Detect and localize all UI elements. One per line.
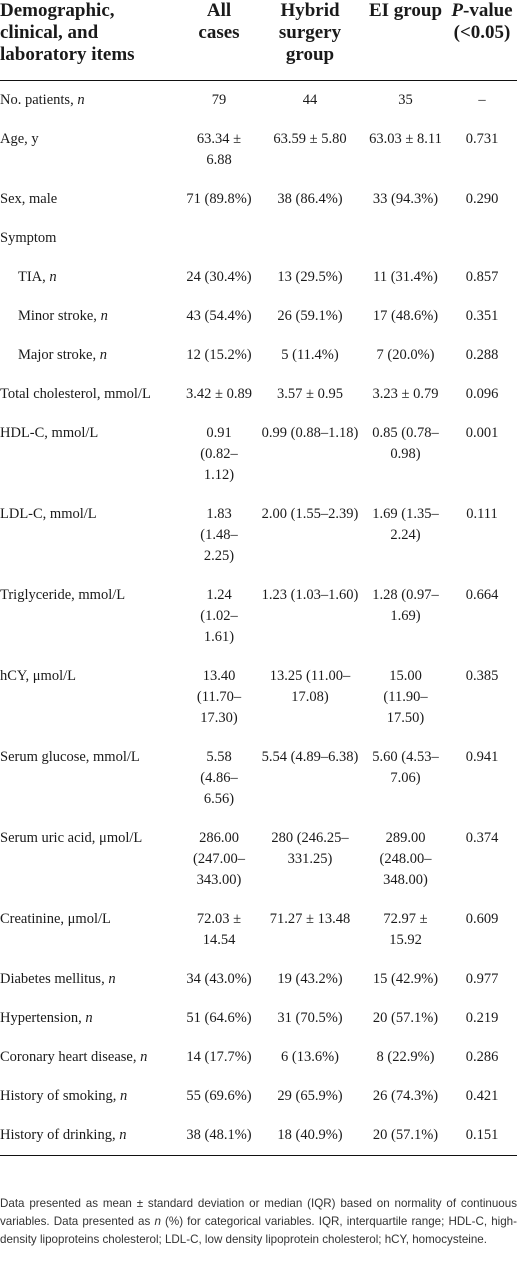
- table-row: [0, 258, 517, 297]
- row-label-text: LDL-C, mmol/L: [0, 506, 97, 522]
- row-label: [0, 219, 182, 258]
- cell-hybrid-surgery: 0.99 (0.88–1.18): [261, 425, 359, 441]
- table-row: [0, 900, 517, 960]
- row-label-n: n: [119, 1127, 127, 1143]
- row-label-text: History of smoking,: [0, 1088, 121, 1104]
- cell-ei-group: 3.23 ± 0.79: [372, 386, 439, 402]
- cell-hybrid-surgery: [256, 219, 364, 258]
- row-label: [0, 375, 182, 414]
- table-row: [0, 960, 517, 999]
- row-label: [0, 297, 182, 336]
- row-label-text: Coronary heart disease,: [0, 1049, 141, 1065]
- cell-hybrid-surgery: 3.57 ± 0.95: [277, 386, 343, 402]
- cell-hybrid-surgery: 38 (86.4%): [277, 191, 343, 207]
- row-label-text: Serum uric acid, μmol/L: [0, 830, 143, 846]
- table-footnote: [0, 1195, 517, 1249]
- cell-hybrid-surgery: 19 (43.2%): [277, 971, 343, 987]
- cell-all-cases: 72.03 ± 14.54: [196, 911, 242, 948]
- cell-p-value: [447, 219, 517, 258]
- row-label-n: n: [108, 971, 116, 987]
- cell-hybrid-surgery: 63.59 ± 5.80: [273, 131, 347, 147]
- row-label-text: Triglyceride, mmol/L: [0, 587, 126, 603]
- row-label-n: n: [49, 269, 57, 285]
- cell-p-value: 0.385: [465, 668, 499, 684]
- cell-hybrid-surgery: 1.23 (1.03–1.60): [261, 587, 359, 603]
- table-row: [0, 576, 517, 657]
- row-label-n: n: [140, 1049, 148, 1065]
- table-row: [0, 999, 517, 1038]
- table-row: [0, 495, 517, 576]
- table-row: [0, 1077, 517, 1116]
- header-all-cases: All cases: [198, 0, 240, 43]
- cell-all-cases: 286.00 (247.00–343.00): [193, 830, 245, 888]
- row-label: [0, 336, 182, 375]
- cell-hybrid-surgery: 13 (29.5%): [277, 269, 343, 285]
- table-row: [0, 297, 517, 336]
- row-label-text: No. patients,: [0, 92, 78, 108]
- cell-ei-group: 20 (57.1%): [372, 1010, 439, 1026]
- row-label: [0, 960, 182, 999]
- cell-all-cases: 14 (17.7%): [186, 1049, 252, 1065]
- header-row: [0, 0, 517, 81]
- cell-ei-group: 5.60 (4.53–7.06): [372, 749, 439, 786]
- cell-all-cases: 43 (54.4%): [186, 308, 252, 324]
- header-items: Demographic, clinical, and laboratory items: [0, 0, 135, 65]
- cell-ei-group: 289.00 (248.00–348.00): [379, 830, 432, 888]
- cell-p-value: 0.288: [465, 347, 499, 363]
- table-row: [0, 738, 517, 819]
- cell-p-value: 0.609: [465, 911, 499, 927]
- cell-p-value: 0.151: [465, 1127, 499, 1143]
- table-row: [0, 1038, 517, 1077]
- cell-ei-group: 11 (31.4%): [373, 269, 438, 285]
- cell-ei-group: 0.85 (0.78–0.98): [372, 425, 439, 462]
- header-p-rest: -value (<0.05): [453, 0, 513, 43]
- footnote-n: n: [154, 1215, 161, 1228]
- cell-p-value: 0.111: [466, 506, 498, 522]
- cell-hybrid-surgery: 280 (246.25–331.25): [271, 830, 349, 867]
- cell-p-value: 0.374: [465, 830, 499, 846]
- header-ei-group: EI group: [368, 0, 443, 21]
- table-row: [0, 819, 517, 900]
- cell-all-cases: 0.91 (0.82–1.12): [200, 425, 238, 483]
- table-row: [0, 81, 517, 121]
- row-label: [0, 120, 182, 180]
- cell-ei-group: 1.28 (0.97–1.69): [372, 587, 439, 624]
- cell-all-cases: [182, 219, 256, 258]
- cell-ei-group: 7 (20.0%): [376, 347, 435, 363]
- row-label-text: Diabetes mellitus,: [0, 971, 109, 987]
- cell-p-value: 0.857: [465, 269, 499, 285]
- row-label: [0, 738, 182, 819]
- row-label: [0, 180, 182, 219]
- row-label-text: Creatinine, μmol/L: [0, 911, 111, 927]
- table-row: [0, 1116, 517, 1156]
- table-header: [0, 0, 517, 81]
- cell-hybrid-surgery: 18 (40.9%): [277, 1127, 343, 1143]
- table-row: [0, 657, 517, 738]
- table-row: [0, 120, 517, 180]
- cell-ei-group: 35: [398, 92, 413, 108]
- cell-p-value: 0.421: [465, 1088, 499, 1104]
- row-label: [0, 258, 182, 297]
- cell-p-value: 0.001: [465, 425, 499, 441]
- row-label-text: Major stroke,: [18, 347, 100, 363]
- cell-all-cases: 79: [211, 92, 227, 108]
- cell-hybrid-surgery: 71.27 ± 13.48: [269, 911, 351, 927]
- cell-ei-group: 15.00 (11.90–17.50): [383, 668, 428, 726]
- cell-p-value: 0.290: [465, 191, 499, 207]
- row-label-n: n: [85, 1010, 93, 1026]
- row-label: [0, 1038, 182, 1077]
- cell-ei-group: 63.03 ± 8.11: [369, 131, 442, 147]
- cell-ei-group: 26 (74.3%): [372, 1088, 439, 1104]
- row-label-text: Minor stroke,: [18, 308, 101, 324]
- row-label: [0, 576, 182, 657]
- cell-p-value: 0.977: [465, 971, 499, 987]
- header-p-value: [447, 0, 517, 81]
- row-label-n: n: [100, 308, 108, 324]
- cell-ei-group: 1.69 (1.35–2.24): [372, 506, 439, 543]
- row-label-text: Total cholesterol, mmol/L: [0, 386, 151, 402]
- header-p-italic: P: [451, 0, 463, 21]
- row-label-text: HDL-C, mmol/L: [0, 425, 99, 441]
- footnote-part2: (%) for categorical variables. IQR, interquartile range; HDL-C, high-density lipoproteins cholesterol; LDL-C, low density lipoprotein cholesterol; hCY, homocysteine.: [0, 1215, 517, 1246]
- cell-hybrid-surgery: 29 (65.9%): [277, 1088, 343, 1104]
- row-label: [0, 900, 182, 960]
- cell-ei-group: 15 (42.9%): [372, 971, 439, 987]
- table-row: [0, 375, 517, 414]
- row-label-n: n: [99, 347, 107, 363]
- row-label-text: Sex, male: [0, 191, 58, 207]
- cell-ei-group: 8 (22.9%): [376, 1049, 435, 1065]
- cell-hybrid-surgery: 5.54 (4.89–6.38): [261, 749, 359, 765]
- cell-p-value: 0.731: [465, 131, 499, 147]
- row-label-text: TIA,: [18, 269, 50, 285]
- row-label: [0, 657, 182, 738]
- cell-ei-group: 33 (94.3%): [372, 191, 439, 207]
- cell-all-cases: 5.58 (4.86–6.56): [200, 749, 238, 807]
- cell-all-cases: 12 (15.2%): [186, 347, 252, 363]
- cell-p-value: 0.286: [465, 1049, 499, 1065]
- cell-ei-group: [364, 219, 447, 258]
- table-row: [0, 414, 517, 495]
- cell-p-value: 0.941: [465, 749, 499, 765]
- row-label-text: Symptom: [0, 230, 57, 246]
- cell-hybrid-surgery: 5 (11.4%): [281, 347, 339, 363]
- cell-p-value: 0.351: [465, 308, 499, 324]
- cell-all-cases: 63.34 ± 6.88: [196, 131, 242, 168]
- cell-ei-group: 17 (48.6%): [372, 308, 439, 324]
- cell-all-cases: 13.40 (11.70–17.30): [196, 668, 242, 726]
- cell-all-cases: 38 (48.1%): [186, 1127, 252, 1143]
- table-row: [0, 336, 517, 375]
- row-label-text: hCY, μmol/L: [0, 668, 76, 684]
- row-label-text: Hypertension,: [0, 1010, 86, 1026]
- cell-p-value: 0.219: [465, 1010, 499, 1026]
- cell-hybrid-surgery: 44: [302, 92, 318, 108]
- row-label: [0, 81, 182, 121]
- row-label: [0, 1077, 182, 1116]
- cell-all-cases: 34 (43.0%): [186, 971, 252, 987]
- cell-p-value: 0.096: [465, 386, 499, 402]
- cell-hybrid-surgery: 13.25 (11.00–17.08): [269, 668, 351, 705]
- row-label: [0, 1116, 182, 1156]
- row-label: [0, 414, 182, 495]
- cell-all-cases: 3.42 ± 0.89: [186, 386, 252, 402]
- table-body: [0, 81, 517, 1156]
- cell-hybrid-surgery: 31 (70.5%): [277, 1010, 343, 1026]
- row-label: [0, 999, 182, 1038]
- row-label-n: n: [120, 1088, 128, 1104]
- row-label-text: Serum glucose, mmol/L: [0, 749, 140, 765]
- row-label-text: History of drinking,: [0, 1127, 120, 1143]
- cell-all-cases: 55 (69.6%): [186, 1088, 252, 1104]
- cell-all-cases: 1.83 (1.48–2.25): [200, 506, 238, 564]
- cell-hybrid-surgery: 26 (59.1%): [277, 308, 343, 324]
- cell-all-cases: 24 (30.4%): [186, 269, 252, 285]
- row-label: [0, 819, 182, 900]
- row-label-n: n: [77, 92, 85, 108]
- cell-all-cases: 1.24 (1.02–1.61): [200, 587, 238, 645]
- row-label: [0, 495, 182, 576]
- table-row: [0, 219, 517, 258]
- table-row: [0, 180, 517, 219]
- cell-ei-group: 72.97 ± 15.92: [383, 911, 428, 948]
- header-hybrid-surgery-group: Hybrid surgery group: [278, 0, 342, 65]
- cell-hybrid-surgery: 6 (13.6%): [281, 1049, 339, 1065]
- cell-all-cases: 51 (64.6%): [186, 1010, 252, 1026]
- footnote-part1: Data presented as mean ± standard deviation or median (IQR) based on normality of continuous variables. Data presented as: [0, 1197, 517, 1228]
- cell-all-cases: 71 (89.8%): [186, 191, 252, 207]
- cell-p-value: 0.664: [465, 587, 499, 603]
- row-label-text: Age, y: [0, 131, 39, 147]
- cell-p-value: –: [478, 92, 486, 108]
- cell-ei-group: 20 (57.1%): [372, 1127, 439, 1143]
- cell-hybrid-surgery: 2.00 (1.55–2.39): [261, 506, 359, 522]
